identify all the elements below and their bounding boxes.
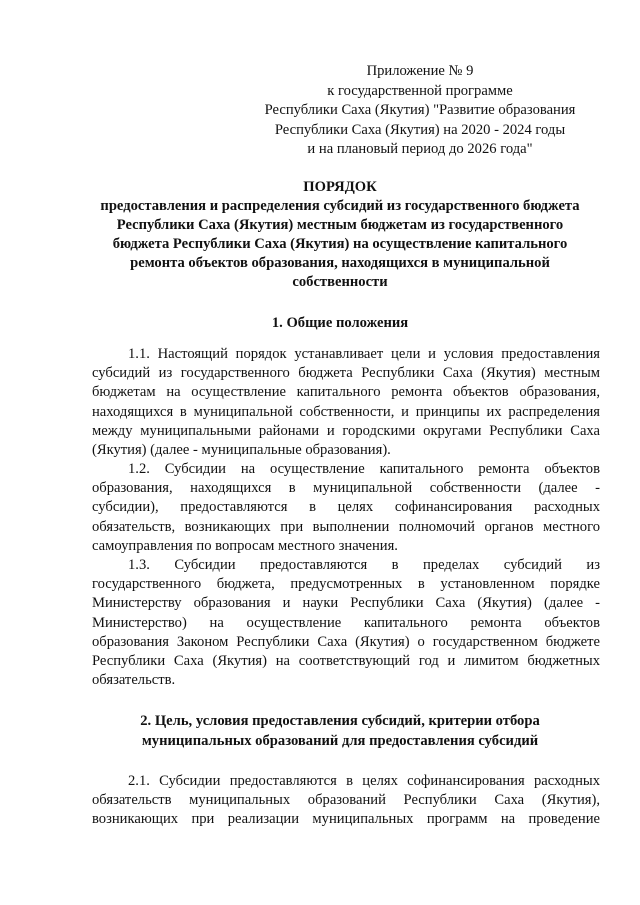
appendix-line: и на плановый период до 2026 года" xyxy=(307,141,533,158)
paragraph-line: находящихся в муниципальной собственности, и принципы их распределения xyxy=(92,403,600,420)
paragraph-line: бюджетам на осуществление капитального ремонта объектов образования, xyxy=(92,384,600,401)
paragraph-line: субсидий из государственного бюджета Республики Саха (Якутия) местным xyxy=(92,365,600,382)
paragraph-line: обязательств. xyxy=(92,672,176,689)
paragraph-line: обязательств муниципальных образований Республики Саха (Якутия), xyxy=(92,792,600,809)
paragraph-line: 1.2. Субсидии на осуществление капитального ремонта объектов xyxy=(128,461,600,477)
paragraph-line: образования Законом Республики Саха (Якутия) о государственном бюджете xyxy=(92,633,600,650)
appendix-line: Приложение № 9 xyxy=(366,63,474,79)
paragraph-line: субсидии), предоставляются в целях софинансирования расходных xyxy=(92,499,600,516)
paragraph-line: 1.3. Субсидии предоставляются в пределах субсидий из xyxy=(128,557,600,573)
paragraph-line: Министерство) на осуществление капитального ремонта объектов xyxy=(92,614,600,631)
paragraph-line: обязательств, возникающих при выполнении полномочий органов местного xyxy=(92,518,600,535)
paragraph-line: самоуправления по вопросам местного значения. xyxy=(92,537,398,554)
appendix-line: Республики Саха (Якутия) "Развитие образования xyxy=(264,102,576,119)
title-line: Республики Саха (Якутия) местным бюджетам из государственного xyxy=(116,217,564,233)
document-title xyxy=(100,178,580,292)
paragraph-line: 1.1. Настоящий порядок устанавливает цели и условия предоставления xyxy=(128,346,600,362)
appendix-line: Республики Саха (Якутия) на 2020 - 2024 годы xyxy=(274,121,566,138)
section-heading-line: муниципальных образований для предоставления субсидий xyxy=(141,732,539,749)
appendix-line: к государственной программе xyxy=(327,82,513,99)
title-heading: ПОРЯДОК xyxy=(303,179,377,195)
title-line: предоставления и распределения субсидий из государственного бюджета xyxy=(100,198,580,214)
title-line: бюджета Республики Саха (Якутия) на осуществление капитального xyxy=(112,236,568,252)
paragraph-line: (Якутия) (далее - муниципальные образования). xyxy=(92,441,391,458)
paragraph-2-1 xyxy=(92,772,600,830)
paragraph-1-3 xyxy=(92,556,600,690)
paragraph-1-1 xyxy=(92,345,600,460)
section-2-heading xyxy=(60,712,620,751)
paragraph-line: Республики Саха (Якутия) на соответствующий год и лимитом бюджетных xyxy=(92,652,600,669)
title-line: ремонта объектов образования, находящихся в муниципальной xyxy=(130,255,550,271)
paragraph-line: между муниципальными районами и городскими округами Республики Саха xyxy=(92,422,600,439)
section-heading-text: 1. Общие положения xyxy=(271,315,409,331)
title-line: собственности xyxy=(292,274,388,290)
paragraph-line: образования, находящихся в муниципальной собственности (далее - xyxy=(92,480,600,497)
paragraph-1-2 xyxy=(92,460,600,556)
paragraph-line: государственного бюджета, предусмотренных в установленном порядке xyxy=(92,576,600,593)
appendix-header xyxy=(200,62,640,160)
paragraph-line: 2.1. Субсидии предоставляются в целях софинансирования расходных xyxy=(128,773,600,789)
section-1-heading xyxy=(60,314,620,334)
paragraph-line: Министерству образования и науки Республики Саха (Якутия) (далее - xyxy=(92,595,600,612)
paragraph-line: возникающих при реализации муниципальных программ на проведение xyxy=(92,811,600,828)
section-heading-line: 2. Цель, условия предоставления субсидий, критерии отбора xyxy=(140,713,540,729)
